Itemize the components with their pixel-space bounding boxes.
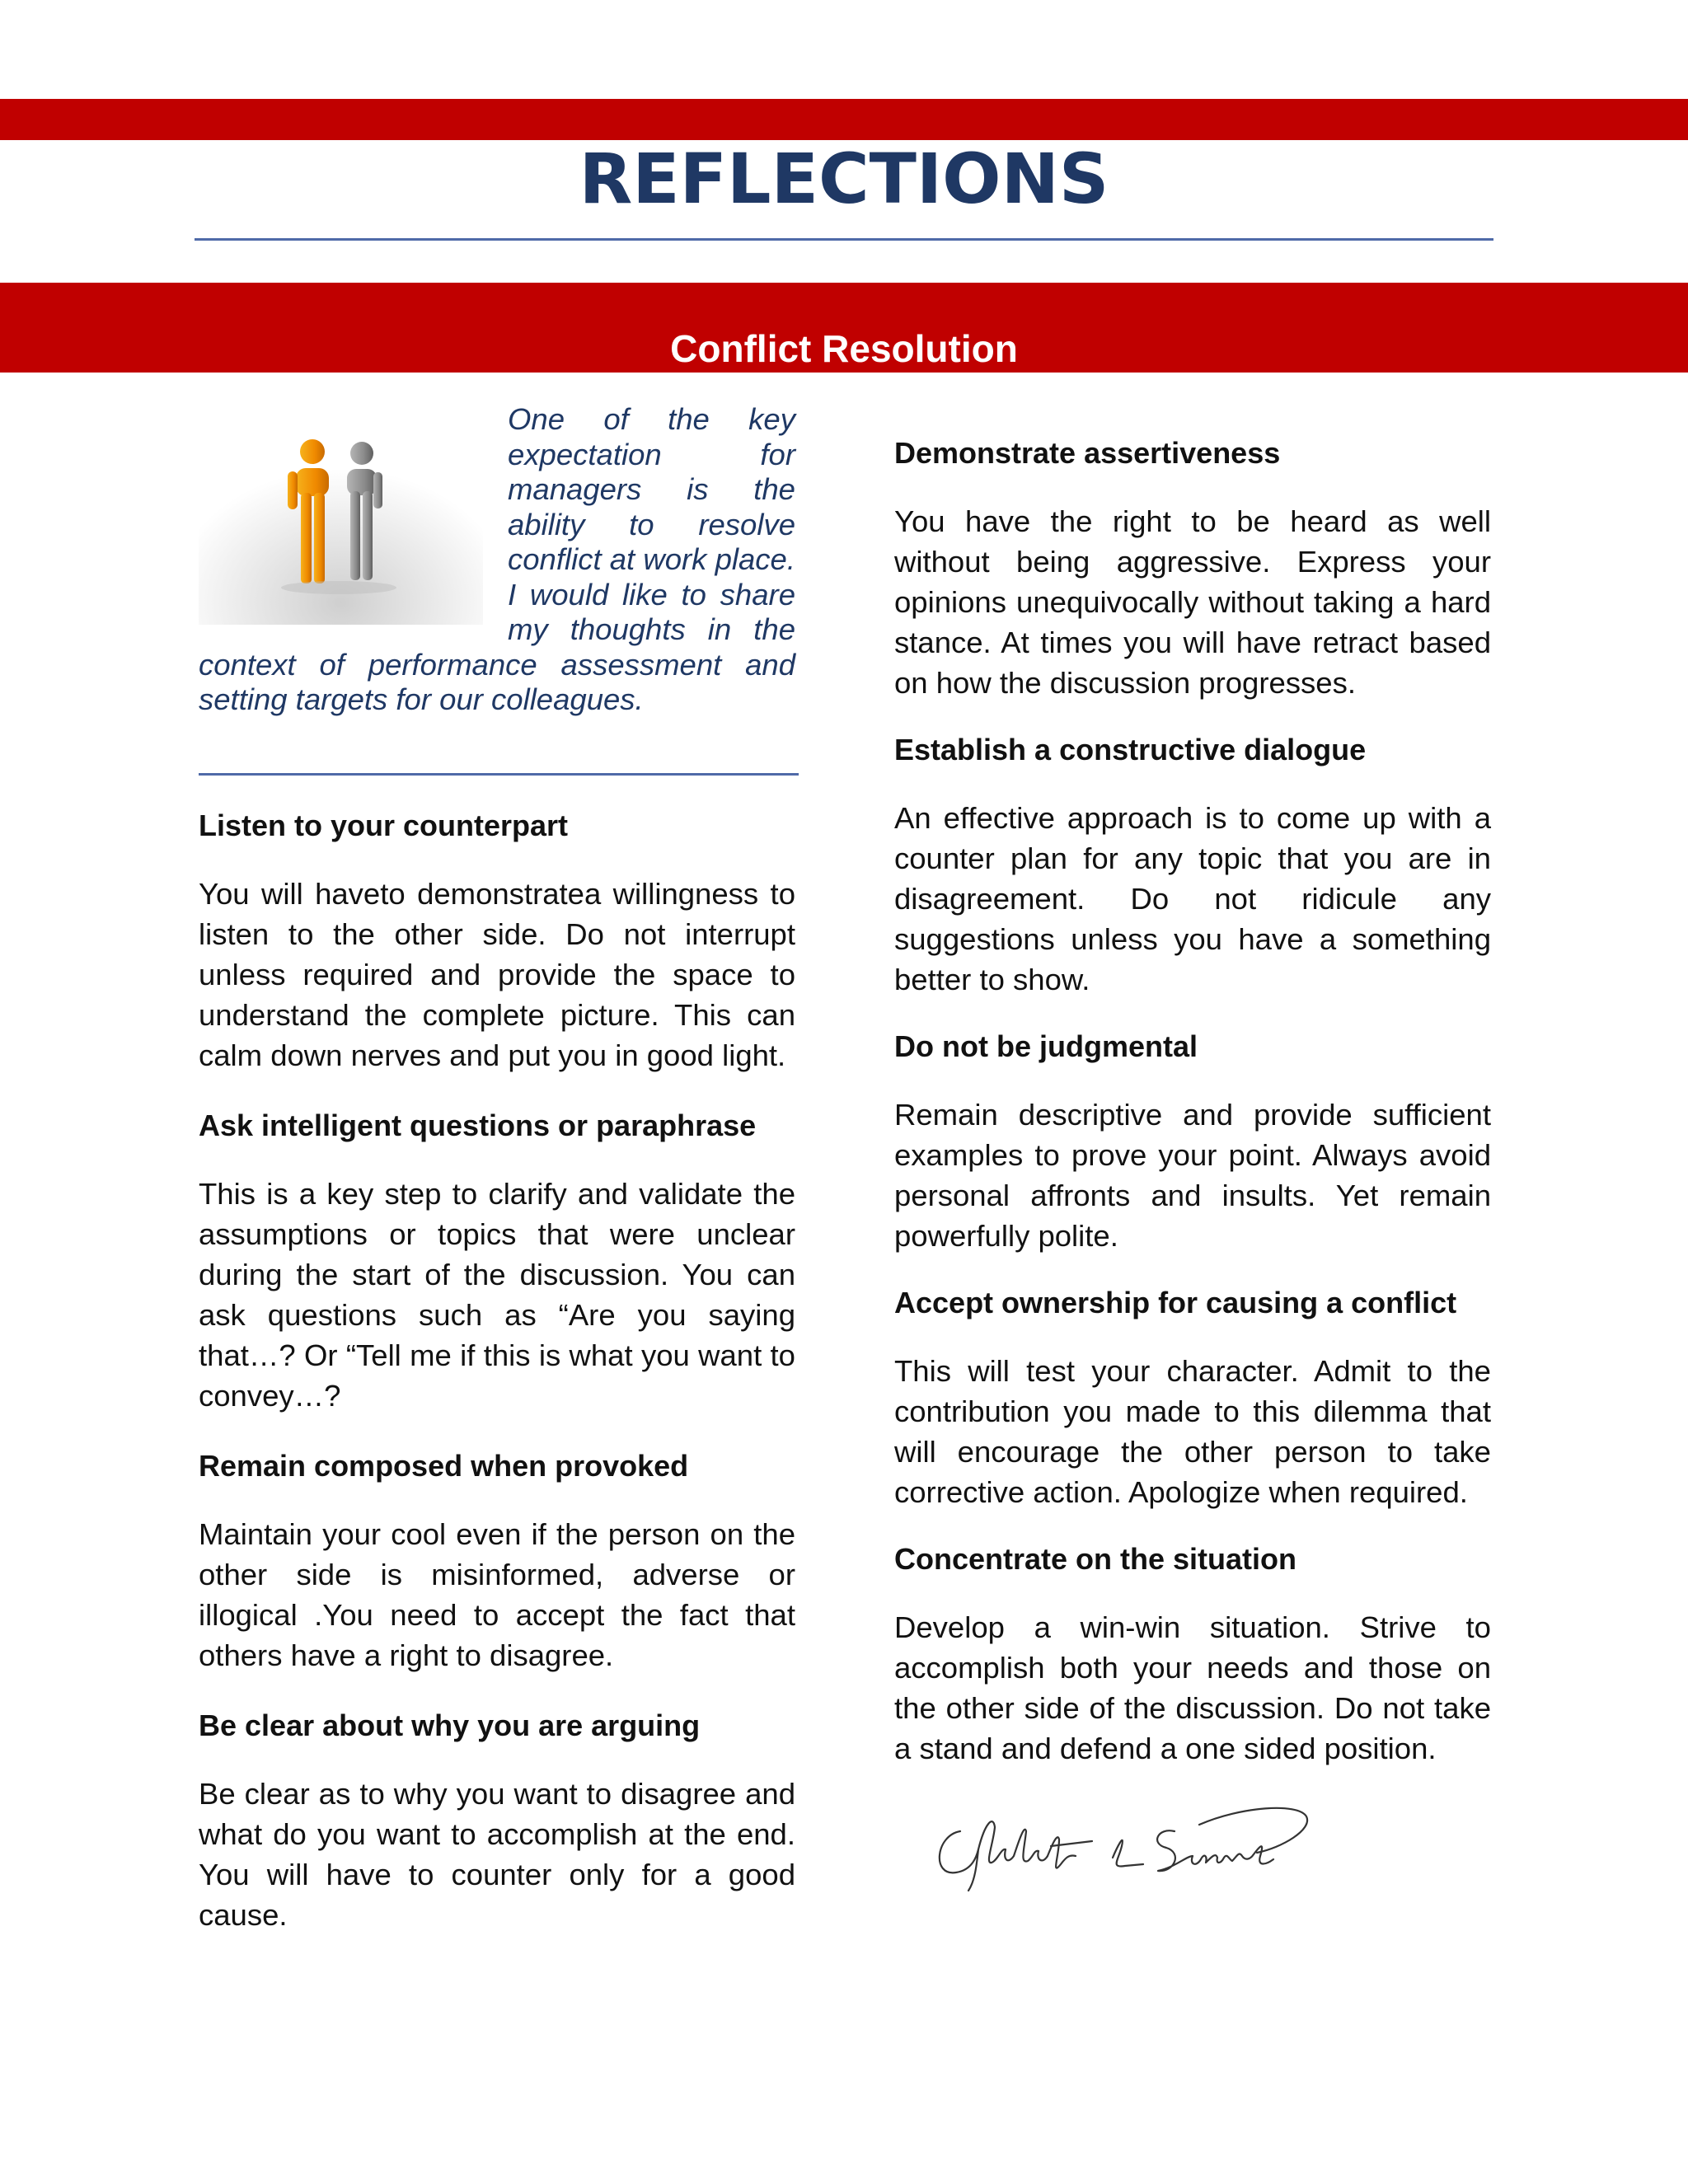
tip-body-remain-composed: Maintain your cool even if the person on the other side is misinformed, adverse or illogical .You need to accept the fact that others have a right to disagree. xyxy=(199,1517,795,1672)
tip-body-assertiveness: You have the right to be heard as well without being aggressive. Express your opinions unequivocally without taking a hard stance. At times you will have retract based on how the discussion progresses. xyxy=(894,504,1491,700)
signature xyxy=(927,1798,1491,1907)
people-icon xyxy=(199,402,483,625)
signature-image xyxy=(927,1798,1339,1897)
tip-heading-ownership: Accept ownership for causing a conflict xyxy=(894,1286,1457,1319)
top-red-bar xyxy=(0,99,1688,140)
tip-heading-listen: Listen to your counterpart xyxy=(199,808,569,842)
masthead-rule xyxy=(195,238,1493,241)
tip-body-be-clear: Be clear as to why you want to disagree and what do you want to accomplish at the end. You will have to counter only for a good cause. xyxy=(199,1777,795,1932)
intro-text: One of the key expectation for managers is the ability to resolve conflict at work place. I would like to share my thoughts in the context of performance assessment and setting targets for our colleagues. xyxy=(199,402,795,716)
tip-heading-situation: Concentrate on the situation xyxy=(894,1542,1297,1576)
tip-body-dialogue: An effective approach is to come up with a counter plan for any topic that you are in disagreement. Do not ridicule any suggestions unless you have a something better to show. xyxy=(894,801,1491,996)
tip-heading-ask-questions: Ask intelligent questions or paraphrase xyxy=(199,1108,757,1142)
tip-body-listen: You will haveto demonstratea willingness to listen to the other side. Do not interrupt unless required and provide the space to understand the complete picture. This can calm down nerves and put you in good light. xyxy=(199,877,795,1072)
two-figures-illustration xyxy=(199,402,483,625)
tip-body-ask-questions: This is a key step to clarify and validate the assumptions or topics that were unclear during the start of the discussion. You can ask questions such as “Are you saying that…? Or “Tell me if this is what you want to convey…? xyxy=(199,1177,795,1413)
left-column xyxy=(199,402,795,1935)
tip-body-not-judgmental: Remain descriptive and provide sufficient examples to prove your point. Always avoid personal affronts and insults. Yet remain powerfully polite. xyxy=(894,1098,1491,1253)
tip-heading-assertiveness: Demonstrate assertiveness xyxy=(894,436,1281,470)
tip-heading-remain-composed: Remain composed when provoked xyxy=(199,1449,689,1483)
tip-heading-dialogue: Establish a constructive dialogue xyxy=(894,733,1367,766)
tip-body-ownership: This will test your character. Admit to the contribution you made to this dilemma that will encourage the other person to take corrective action. Apologize when required. xyxy=(894,1354,1491,1509)
masthead-title: REFLECTIONS xyxy=(579,138,1109,219)
intro-block xyxy=(199,402,795,765)
right-column xyxy=(894,433,1491,1907)
intro-rule xyxy=(199,773,799,776)
tip-heading-not-judgmental: Do not be judgmental xyxy=(894,1029,1198,1063)
section-title: Conflict Resolution xyxy=(670,327,1018,370)
tip-heading-be-clear: Be clear about why you are arguing xyxy=(199,1708,701,1742)
tip-body-situation: Develop a win-win situation. Strive to accomplish both your needs and those on the other side of the discussion. Do not take a stand and defend a one sided position. xyxy=(894,1610,1491,1765)
